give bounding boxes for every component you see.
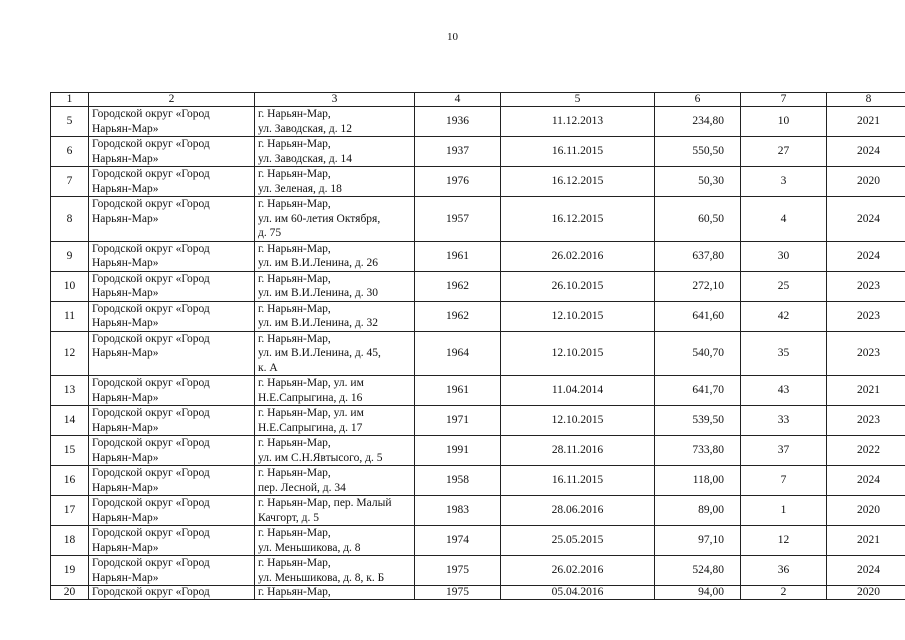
owner-cell-line: Городской округ «Город <box>92 467 210 479</box>
count-cell: 30 <box>741 241 827 271</box>
plan-year-cell: 2020 <box>827 586 905 600</box>
date-cell: 25.05.2015 <box>501 526 655 556</box>
owner-cell <box>89 241 255 271</box>
table-row <box>51 107 905 137</box>
count-cell: 37 <box>741 436 827 466</box>
plan-year-cell: 2021 <box>827 107 905 137</box>
address-cell-line: г. Нарьян-Мар, <box>258 138 331 150</box>
address-cell-line: ул. им С.Н.Явтысого, д. 5 <box>258 451 383 464</box>
date-cell: 28.06.2016 <box>501 496 655 526</box>
column-header: 7 <box>741 93 827 107</box>
row-number-cell: 7 <box>51 167 89 197</box>
area-cell: 89,00 <box>655 496 741 526</box>
owner-cell-line: Городской округ «Город <box>92 437 210 449</box>
date-cell: 12.10.2015 <box>501 406 655 436</box>
plan-year-cell: 2021 <box>827 526 905 556</box>
address-cell-line: ул. им 60-летия Октября, <box>258 212 381 225</box>
table-row <box>51 241 905 271</box>
address-cell-line: г. Нарьян-Мар, ул. им <box>258 377 364 389</box>
owner-cell-line: Нарьян-Мар» <box>92 511 159 524</box>
address-cell-line: г. Нарьян-Мар, <box>258 467 331 479</box>
page-number: 10 <box>447 31 458 43</box>
table-row <box>51 496 905 526</box>
date-cell: 28.11.2016 <box>501 436 655 466</box>
year-cell: 1964 <box>415 331 501 376</box>
address-cell-line: ул. Заводская, д. 12 <box>258 122 352 135</box>
address-cell-line: г. Нарьян-Мар, <box>258 557 331 569</box>
year-cell: 1975 <box>415 586 501 600</box>
owner-cell-line: Нарьян-Мар» <box>92 541 159 554</box>
table-row <box>51 301 905 331</box>
count-cell: 4 <box>741 197 827 242</box>
area-cell: 641,60 <box>655 301 741 331</box>
plan-year-cell: 2024 <box>827 466 905 496</box>
area-cell: 272,10 <box>655 271 741 301</box>
count-cell: 42 <box>741 301 827 331</box>
year-cell: 1991 <box>415 436 501 466</box>
owner-cell <box>89 496 255 526</box>
owner-cell-line: Нарьян-Мар» <box>92 421 159 434</box>
address-cell-line: г. Нарьян-Мар, <box>258 302 331 315</box>
owner-cell-line: Нарьян-Мар» <box>92 287 159 299</box>
address-cell <box>255 107 415 137</box>
address-cell <box>255 197 415 242</box>
owner-cell <box>89 301 255 331</box>
address-cell-line: д. 75 <box>258 227 282 239</box>
owner-cell <box>89 406 255 436</box>
address-cell-line: ул. им В.И.Ленина, д. 45, <box>258 347 381 359</box>
owner-cell <box>89 331 255 376</box>
area-cell: 234,80 <box>655 107 741 137</box>
year-cell: 1974 <box>415 526 501 556</box>
owner-cell <box>89 526 255 556</box>
area-cell: 50,30 <box>655 167 741 197</box>
address-cell <box>255 331 415 376</box>
owner-cell-line: Городской округ «Город <box>92 407 210 419</box>
owner-cell-line: Нарьян-Мар» <box>92 122 159 135</box>
address-cell-line: Н.Е.Сапрыгина, д. 16 <box>258 391 363 404</box>
address-cell-line: ул. Меньшикова, д. 8 <box>258 541 361 554</box>
row-number-cell: 14 <box>51 406 89 436</box>
owner-cell-line: Городской округ «Город <box>92 242 210 255</box>
date-cell: 12.10.2015 <box>501 331 655 376</box>
owner-cell-line: Городской округ «Город <box>92 168 210 180</box>
row-number-cell: 12 <box>51 331 89 376</box>
table-row <box>51 167 905 197</box>
address-cell <box>255 436 415 466</box>
owner-cell-line: Городской округ «Город <box>92 272 210 285</box>
year-cell: 1962 <box>415 301 501 331</box>
address-cell-line: ул. Зеленая, д. 18 <box>258 182 342 195</box>
count-cell: 12 <box>741 526 827 556</box>
address-cell-line: ул. Заводская, д. 14 <box>258 152 352 165</box>
address-cell-line: Качгорт, д. 5 <box>258 511 319 524</box>
date-cell: 26.02.2016 <box>501 241 655 271</box>
column-header: 6 <box>655 93 741 107</box>
address-cell <box>255 271 415 301</box>
area-cell: 637,80 <box>655 241 741 271</box>
area-cell: 94,00 <box>655 586 741 600</box>
plan-year-cell: 2024 <box>827 197 905 242</box>
area-cell: 733,80 <box>655 436 741 466</box>
column-header: 3 <box>255 93 415 107</box>
address-cell-line: ул. им В.И.Ленина, д. 26 <box>258 257 379 269</box>
address-cell-line: г. Нарьян-Мар, пер. Малый <box>258 497 392 509</box>
area-cell: 540,70 <box>655 331 741 376</box>
row-number-cell: 16 <box>51 466 89 496</box>
owner-cell <box>89 107 255 137</box>
address-cell-line: ул. им В.И.Ленина, д. 30 <box>258 287 379 299</box>
owner-cell-line: Городской округ «Город <box>92 138 210 150</box>
owner-cell <box>89 376 255 406</box>
address-cell-line: г. Нарьян-Мар, <box>258 586 331 598</box>
count-cell: 43 <box>741 376 827 406</box>
count-cell: 25 <box>741 271 827 301</box>
address-cell-line: г. Нарьян-Мар, <box>258 527 331 539</box>
table-body <box>51 107 905 600</box>
housing-table <box>50 92 905 600</box>
row-number-cell: 20 <box>51 586 89 600</box>
year-cell: 1962 <box>415 271 501 301</box>
owner-cell-line: Нарьян-Мар» <box>92 391 159 404</box>
owner-cell-line: Нарьян-Мар» <box>92 347 159 359</box>
plan-year-cell: 2023 <box>827 331 905 376</box>
address-cell-line: г. Нарьян-Мар, <box>258 168 331 180</box>
year-cell: 1957 <box>415 197 501 242</box>
column-header: 5 <box>501 93 655 107</box>
column-header: 8 <box>827 93 905 107</box>
owner-cell-line: Городской округ «Город <box>92 377 210 389</box>
row-number-cell: 15 <box>51 436 89 466</box>
row-number-cell: 5 <box>51 107 89 137</box>
owner-cell-line: Нарьян-Мар» <box>92 451 159 464</box>
table-row <box>51 436 905 466</box>
year-cell: 1958 <box>415 466 501 496</box>
area-cell: 550,50 <box>655 137 741 167</box>
row-number-cell: 13 <box>51 376 89 406</box>
address-cell-line: к. А <box>258 361 278 374</box>
plan-year-cell: 2023 <box>827 301 905 331</box>
owner-cell-line: Нарьян-Мар» <box>92 571 159 584</box>
address-cell-line: Н.Е.Сапрыгина, д. 17 <box>258 421 363 434</box>
address-cell-line: ул. Меньшикова, д. 8, к. Б <box>258 571 385 584</box>
owner-cell-line: Городской округ «Город <box>92 302 210 315</box>
year-cell: 1936 <box>415 107 501 137</box>
plan-year-cell: 2020 <box>827 167 905 197</box>
area-cell: 641,70 <box>655 376 741 406</box>
date-cell: 11.04.2014 <box>501 376 655 406</box>
row-number-cell: 8 <box>51 197 89 242</box>
row-number-cell: 17 <box>51 496 89 526</box>
owner-cell <box>89 586 255 600</box>
plan-year-cell: 2020 <box>827 496 905 526</box>
date-cell: 16.11.2015 <box>501 466 655 496</box>
year-cell: 1961 <box>415 376 501 406</box>
owner-cell-line: Городской округ «Город <box>92 332 210 345</box>
table-row <box>51 466 905 496</box>
date-cell: 12.10.2015 <box>501 301 655 331</box>
plan-year-cell: 2022 <box>827 436 905 466</box>
table-row <box>51 197 905 242</box>
owner-cell-line: Нарьян-Мар» <box>92 152 159 165</box>
date-cell: 11.12.2013 <box>501 107 655 137</box>
plan-year-cell: 2024 <box>827 137 905 167</box>
count-cell: 1 <box>741 496 827 526</box>
owner-cell <box>89 197 255 242</box>
row-number-cell: 9 <box>51 241 89 271</box>
address-cell-line: г. Нарьян-Мар, <box>258 437 331 449</box>
column-header: 1 <box>51 93 89 107</box>
address-cell <box>255 496 415 526</box>
year-cell: 1961 <box>415 241 501 271</box>
address-cell-line: пер. Лесной, д. 34 <box>258 481 346 494</box>
row-number-cell: 19 <box>51 556 89 586</box>
owner-cell-line: Нарьян-Мар» <box>92 182 159 195</box>
address-cell <box>255 586 415 600</box>
owner-cell-line: Городской округ «Город <box>92 497 210 509</box>
address-cell <box>255 167 415 197</box>
row-number-cell: 10 <box>51 271 89 301</box>
plan-year-cell: 2021 <box>827 376 905 406</box>
date-cell: 26.02.2016 <box>501 556 655 586</box>
table-row <box>51 331 905 376</box>
address-cell <box>255 137 415 167</box>
area-cell: 118,00 <box>655 466 741 496</box>
row-number-cell: 6 <box>51 137 89 167</box>
plan-year-cell: 2024 <box>827 241 905 271</box>
count-cell: 2 <box>741 586 827 600</box>
area-cell: 539,50 <box>655 406 741 436</box>
column-header: 4 <box>415 93 501 107</box>
address-cell-line: г. Нарьян-Мар, <box>258 242 331 255</box>
row-number-cell: 11 <box>51 301 89 331</box>
count-cell: 10 <box>741 107 827 137</box>
owner-cell-line: Городской округ «Город <box>92 108 210 120</box>
plan-year-cell: 2023 <box>827 271 905 301</box>
address-cell-line: г. Нарьян-Мар, <box>258 108 331 120</box>
owner-cell <box>89 167 255 197</box>
table-row <box>51 406 905 436</box>
row-number-cell: 18 <box>51 526 89 556</box>
owner-cell <box>89 436 255 466</box>
area-cell: 97,10 <box>655 526 741 556</box>
count-cell: 36 <box>741 556 827 586</box>
table-row <box>51 556 905 586</box>
owner-cell <box>89 466 255 496</box>
year-cell: 1971 <box>415 406 501 436</box>
table-row <box>51 137 905 167</box>
owner-cell-line: Нарьян-Мар» <box>92 481 159 494</box>
address-cell-line: г. Нарьян-Мар, <box>258 198 331 210</box>
owner-cell-line: Городской округ «Город <box>92 198 210 210</box>
date-cell: 05.04.2016 <box>501 586 655 600</box>
address-cell <box>255 466 415 496</box>
area-cell: 60,50 <box>655 197 741 242</box>
count-cell: 35 <box>741 331 827 376</box>
address-cell <box>255 376 415 406</box>
owner-cell-line: Городской округ «Город <box>92 527 210 539</box>
year-cell: 1983 <box>415 496 501 526</box>
owner-cell-line: Городской округ «Город <box>92 586 210 598</box>
table-row <box>51 271 905 301</box>
date-cell: 16.12.2015 <box>501 167 655 197</box>
owner-cell-line: Нарьян-Мар» <box>92 317 159 329</box>
table-row <box>51 376 905 406</box>
owner-cell-line: Нарьян-Мар» <box>92 212 159 225</box>
plan-year-cell: 2024 <box>827 556 905 586</box>
table-row <box>51 526 905 556</box>
owner-cell <box>89 556 255 586</box>
count-cell: 3 <box>741 167 827 197</box>
count-cell: 27 <box>741 137 827 167</box>
address-cell <box>255 556 415 586</box>
address-cell <box>255 526 415 556</box>
address-cell-line: ул. им В.И.Ленина, д. 32 <box>258 317 379 329</box>
plan-year-cell: 2023 <box>827 406 905 436</box>
count-cell: 7 <box>741 466 827 496</box>
owner-cell <box>89 271 255 301</box>
date-cell: 16.11.2015 <box>501 137 655 167</box>
owner-cell <box>89 137 255 167</box>
address-cell <box>255 241 415 271</box>
year-cell: 1975 <box>415 556 501 586</box>
year-cell: 1976 <box>415 167 501 197</box>
address-cell <box>255 406 415 436</box>
address-cell-line: г. Нарьян-Мар, <box>258 332 331 345</box>
address-cell-line: г. Нарьян-Мар, <box>258 272 331 285</box>
date-cell: 16.12.2015 <box>501 197 655 242</box>
address-cell <box>255 301 415 331</box>
owner-cell-line: Нарьян-Мар» <box>92 257 159 269</box>
header-row <box>51 93 905 107</box>
count-cell: 33 <box>741 406 827 436</box>
year-cell: 1937 <box>415 137 501 167</box>
area-cell: 524,80 <box>655 556 741 586</box>
address-cell-line: г. Нарьян-Мар, ул. им <box>258 407 364 419</box>
column-header: 2 <box>89 93 255 107</box>
date-cell: 26.10.2015 <box>501 271 655 301</box>
table-row <box>51 586 905 600</box>
owner-cell-line: Городской округ «Город <box>92 557 210 569</box>
